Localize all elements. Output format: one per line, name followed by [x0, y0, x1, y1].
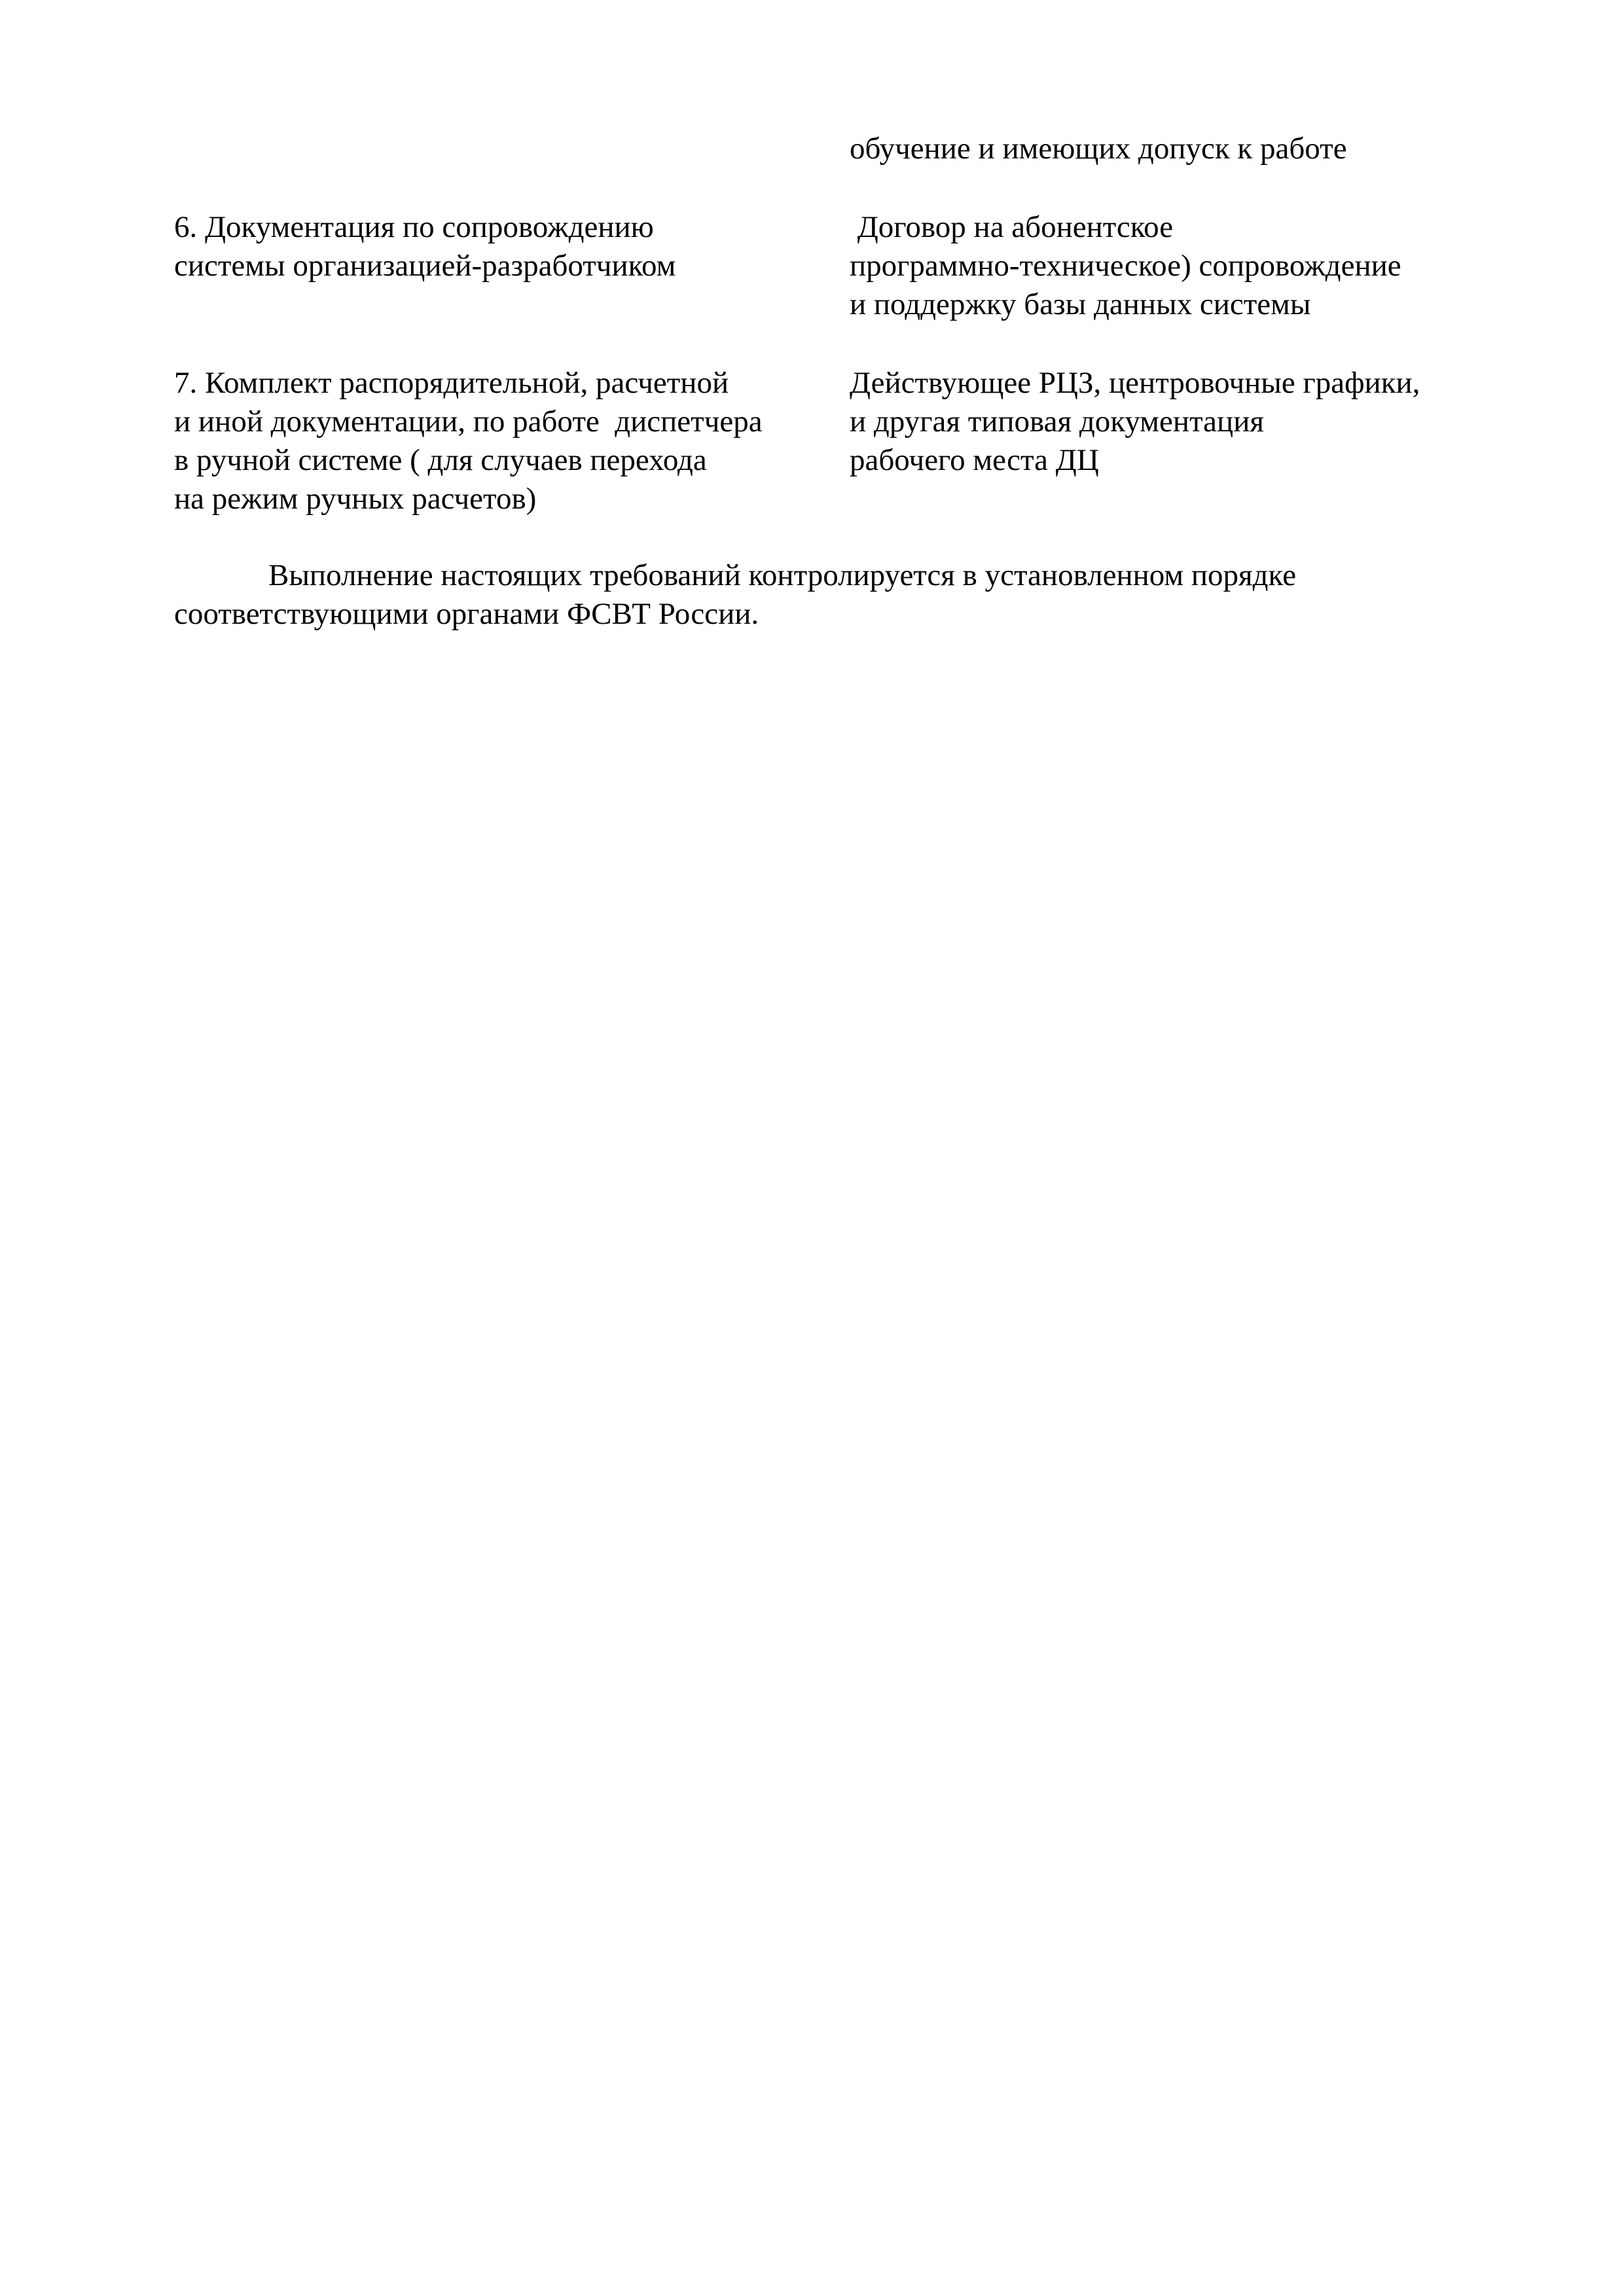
item-7-title-line: 7. Комплект распорядительной, расчетной: [174, 366, 729, 400]
closing-paragraph-line: соответствующими органами ФСВТ России.: [174, 597, 759, 631]
item-7-value-line: рабочего места ДЦ: [850, 443, 1099, 477]
closing-paragraph-line: Выполнение настоящих требований контролируется в установленном порядке: [268, 558, 1297, 592]
continuation-text: обучение и имеющих допуск к работе: [850, 132, 1347, 166]
item-7-value-line: и другая типовая документация: [850, 404, 1264, 439]
item-7-title-line: в ручной системе ( для случаев перехода: [174, 443, 707, 477]
item-6-value-line: программно-техническое) сопровождение: [850, 249, 1401, 283]
item-7-title-line: и иной документации, по работе диспетчера: [174, 404, 763, 439]
item-6-title-line: 6. Документация по сопровождению: [174, 210, 654, 244]
item-6-value-line: Договор на абонентское: [850, 210, 1174, 244]
item-6-title-line: системы организацией-разработчиком: [174, 249, 676, 283]
item-7-title-line: на режим ручных расчетов): [174, 482, 537, 516]
item-7-value-line: Действующее РЦЗ, центровочные графики,: [850, 366, 1420, 400]
item-6-value-line: и поддержку базы данных системы: [850, 287, 1311, 321]
